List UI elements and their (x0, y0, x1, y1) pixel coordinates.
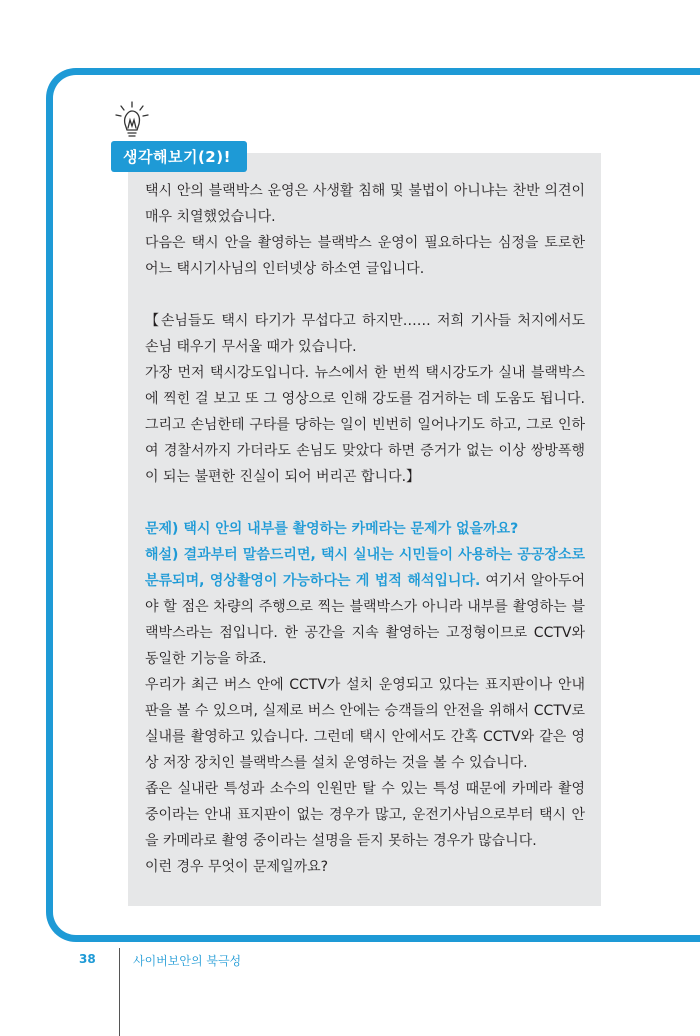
intro-paragraph-1: 택시 안의 블랙박스 운영은 사생활 침해 및 불법이 아니냐는 찬반 의견이 매우 치열했었습니다. (145, 183, 585, 225)
answer-paragraph (145, 542, 585, 672)
quote-paragraph-2: 가장 먼저 택시강도입니다. 뉴스에서 한 번씩 택시강도가 실내 블랙박스에 찍힌 걸 보고 또 그 영상으로 인해 강도를 검거하는 데 도움도 됩니다. 그리고 손님한테 구타를 당하는 일이 빈번히 일어나기도 하고, 그로 인하여 경찰서까지 가더라도 손님도 맞았다 하면 증거가 없는 이상 쌍방폭행이 되는 불편한 진실이 되어 버리곤 합니다.】 (145, 365, 585, 485)
section-tag: 생각해보기(2)! (111, 141, 247, 172)
body-paragraph-3: 좁은 실내란 특성과 소수의 인원만 탈 수 있는 특성 때문에 카메라 촬영중이라는 안내 표지판이 없는 경우가 많고, 운전기사님으로부터 택시 안을 카메라로 촬영 중이라는 설명을 듣지 못하는 경우가 많습니다. (145, 781, 585, 849)
book-title: 사이버보안의 북극성 (133, 954, 242, 968)
body-paragraph-4: 이런 경우 무엇이 문제일까요? (145, 859, 329, 875)
answer-rest-text: 여기서 알아두어야 할 점은 차량의 주행으로 찍는 블랙박스가 아니라 내부를 촬영하는 블랙박스라는 점입니다. 한 공간을 지속 촬영하는 고정형이므로 CCTV와 동일한 기능을 하죠. (145, 573, 585, 667)
quote-paragraph-1: 【손님들도 택시 타기가 무섭다고 하지만…… 저희 기사들 처지에서도 손님 태우기 무서울 때가 있습니다. (145, 313, 585, 355)
body-paragraph-2: 우리가 최근 버스 안에 CCTV가 설치 운영되고 있다는 표지판이나 안내판을 볼 수 있으며, 실제로 버스 안에는 승객들의 안전을 위해서 CCTV로 실내를 촬영하고 있습니다. 그런데 택시 안에서도 간혹 CCTV와 같은 영상 저장 장치인 블랙박스를 설치 운영하는 것을 볼 수 있습니다. (145, 677, 585, 771)
lightbulb-icon (113, 100, 151, 142)
answer-bold-text: 해설) 결과부터 말씀드리면, 택시 실내는 시민들이 사용하는 공공장소로 분류되며, 영상촬영이 가능하다는 게 법적 해석입니다. (145, 547, 585, 589)
footer-divider (119, 948, 120, 1036)
intro-paragraph-2: 다음은 택시 안을 촬영하는 블랙박스 운영이 필요하다는 심정을 토로한 어느 택시기사님의 인터넷상 하소연 글입니다. (145, 235, 585, 277)
page-number: 38 (79, 952, 96, 966)
question-text: 문제) 택시 안의 내부를 촬영하는 카메라는 문제가 없을까요? (145, 521, 519, 537)
content-text (145, 178, 585, 880)
